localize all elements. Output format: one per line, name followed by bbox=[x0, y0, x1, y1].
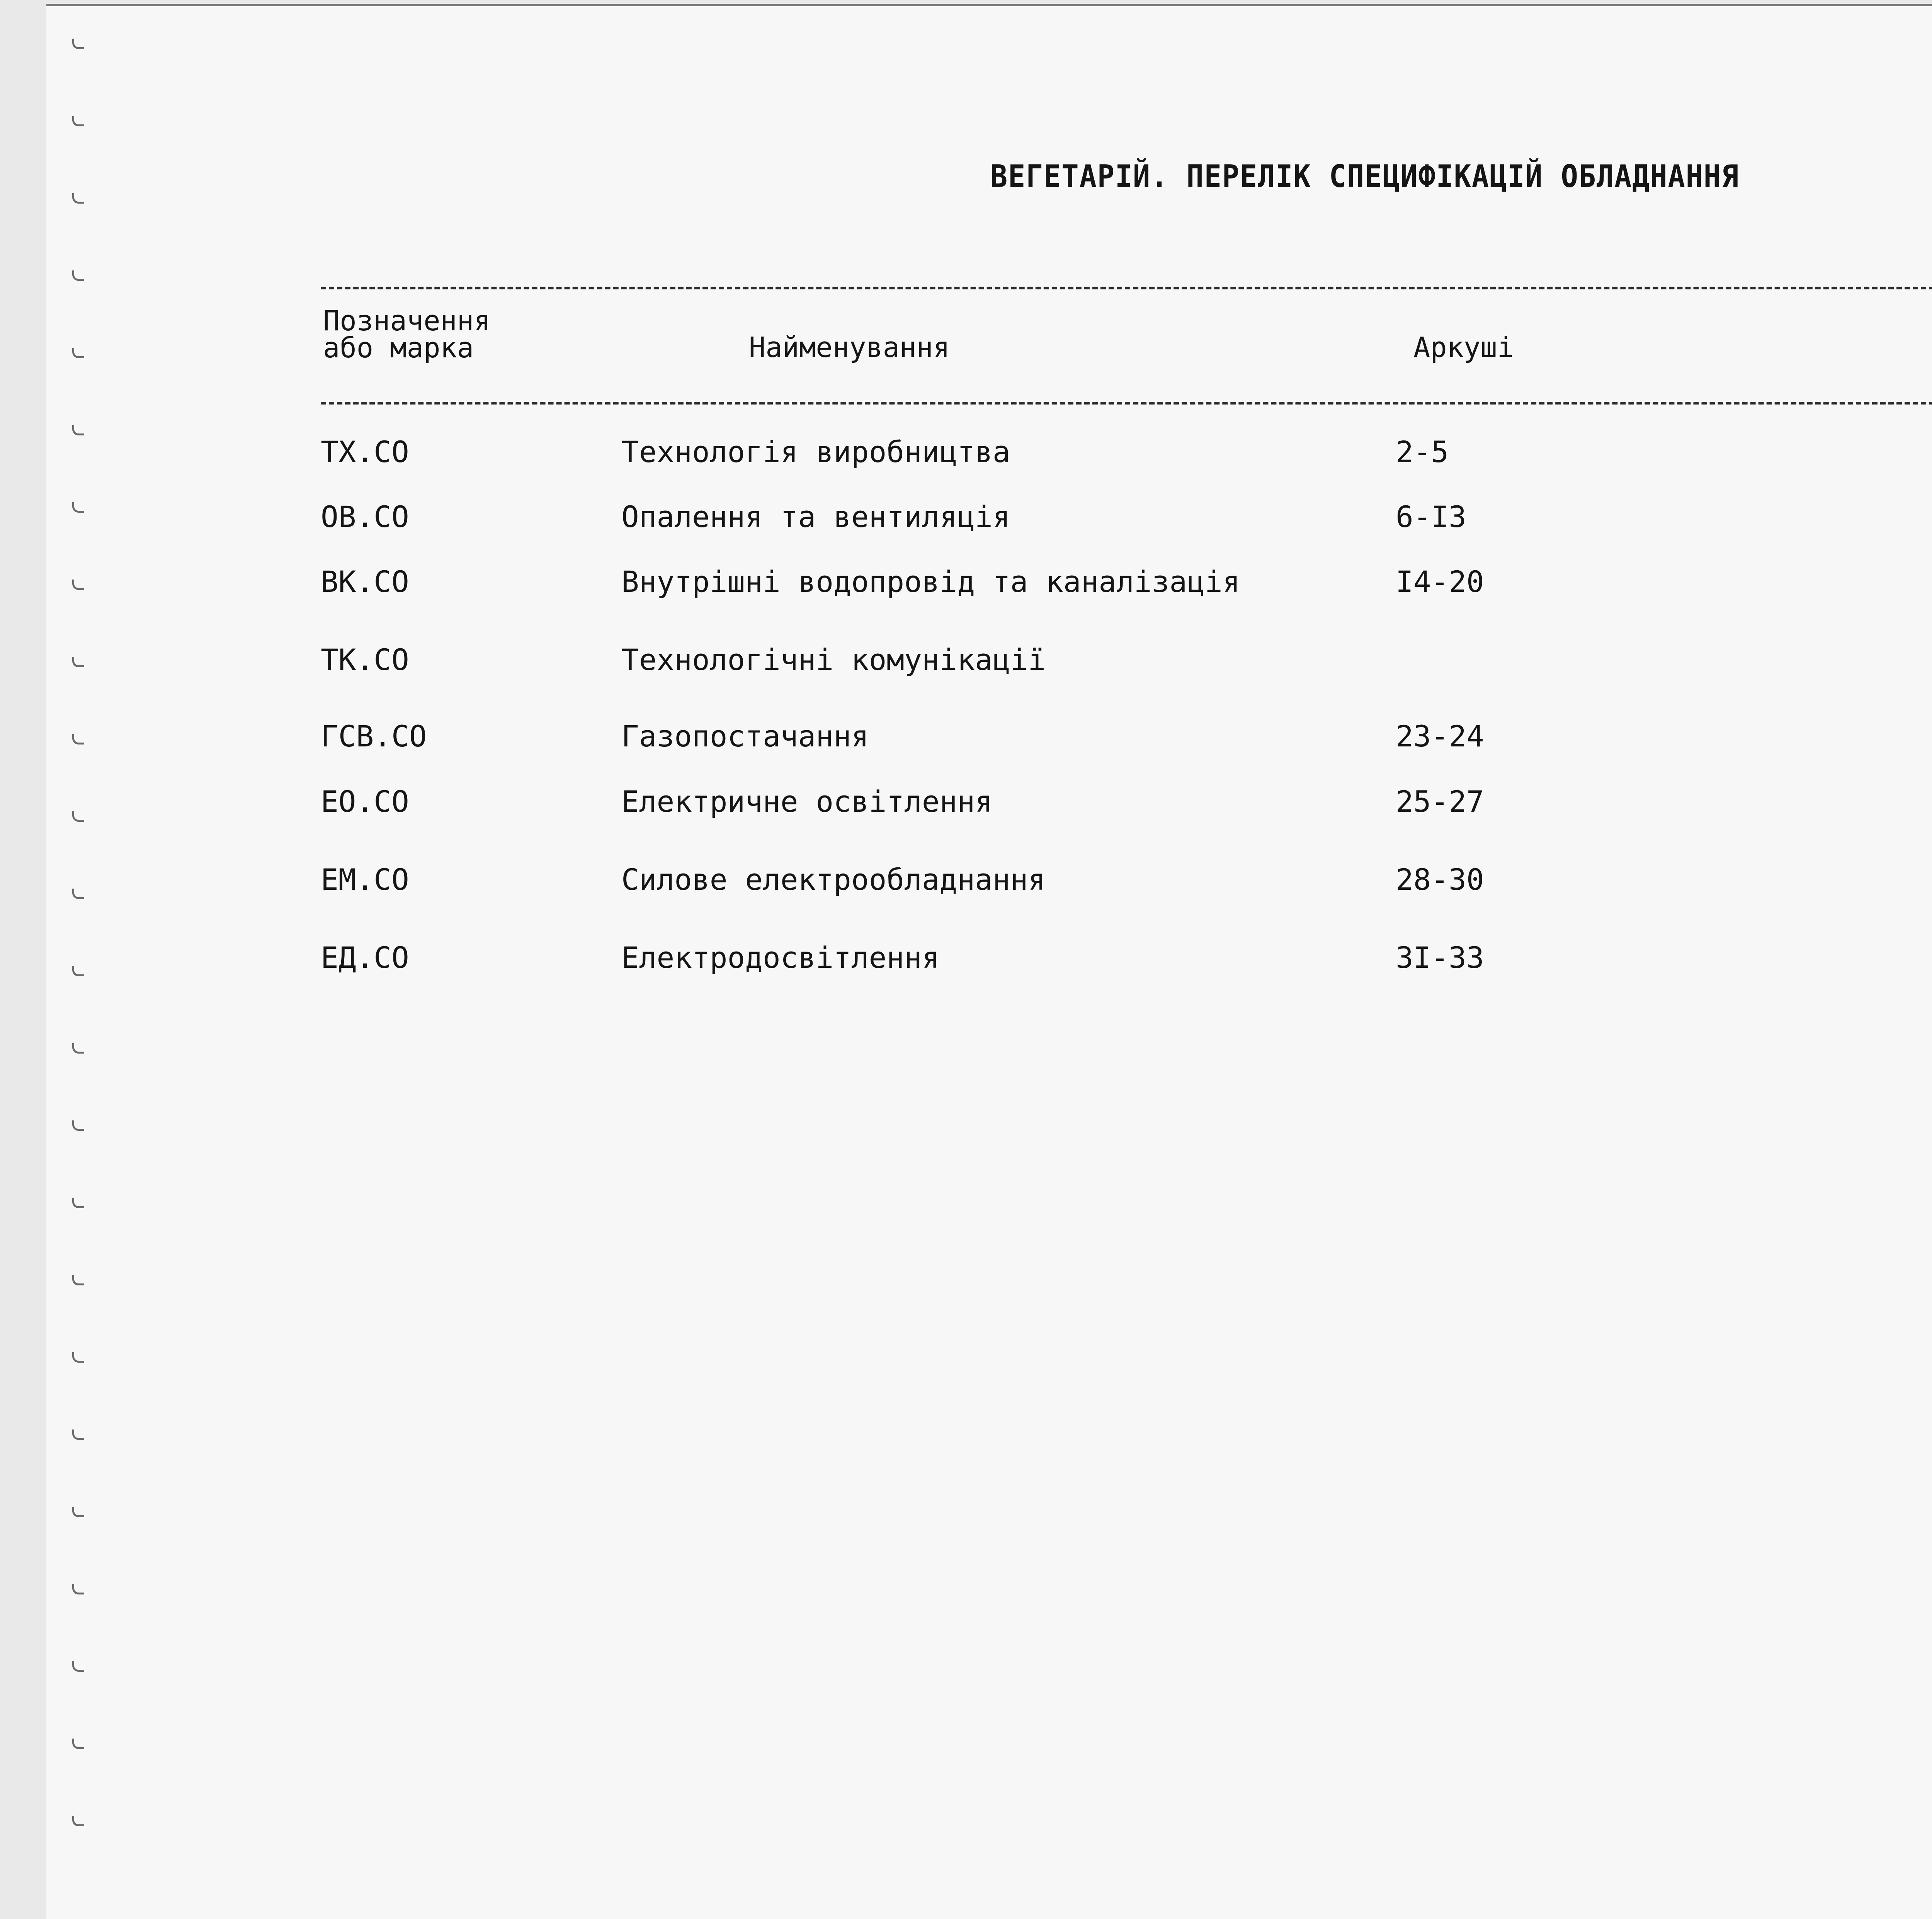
row-name: Внутрішні водопровід та каналізація bbox=[621, 564, 1240, 599]
row-code: ГСВ.СО bbox=[321, 719, 427, 753]
row-code: ЕД.СО bbox=[321, 940, 409, 975]
row-name: Газопостачання bbox=[621, 719, 869, 753]
table-row bbox=[0, 433, 1932, 471]
row-name: Опалення та вентиляція bbox=[621, 500, 1010, 534]
column-header-name: Найменування bbox=[749, 331, 950, 364]
row-sheets: 2-5 bbox=[1396, 435, 1449, 469]
row-name: Електродосвітлення bbox=[621, 940, 940, 975]
table-row bbox=[0, 498, 1932, 536]
column-header-code-line1: Позначення bbox=[323, 304, 491, 337]
column-header-code-line2: або марка bbox=[323, 331, 474, 364]
document-title: ВЕГЕТАРІЙ. ПЕРЕЛІК СПЕЦИФІКАЦІЙ ОБЛАДНАННЯ bbox=[990, 158, 1740, 194]
row-code: ТК.СО bbox=[321, 642, 409, 677]
table-row bbox=[0, 860, 1932, 899]
column-header-sheets: Аркуші bbox=[1413, 331, 1514, 364]
row-code: ЕМ.СО bbox=[321, 862, 409, 897]
table-row bbox=[0, 563, 1932, 601]
row-name: Силове електрообладнання bbox=[621, 862, 1046, 897]
row-sheets: 23-24 bbox=[1396, 719, 1484, 753]
row-code: ТХ.СО bbox=[321, 435, 409, 469]
row-code: ОВ.СО bbox=[321, 500, 409, 534]
row-sheets: 28-30 bbox=[1396, 862, 1484, 897]
row-sheets: 6-I3 bbox=[1396, 500, 1467, 534]
table-row bbox=[0, 717, 1932, 756]
row-name: Технологія виробництва bbox=[621, 435, 1010, 469]
row-code: ВК.СО bbox=[321, 564, 409, 599]
row-name: Електричне освітлення bbox=[621, 784, 993, 819]
table-row bbox=[0, 641, 1932, 679]
row-sheets: 25-27 bbox=[1396, 784, 1484, 819]
table-row bbox=[0, 782, 1932, 821]
table-row bbox=[0, 938, 1932, 977]
row-name: Технологічні комунікації bbox=[621, 642, 1046, 677]
row-sheets: 3I-33 bbox=[1396, 940, 1484, 975]
row-code: ЕО.СО bbox=[321, 784, 409, 819]
row-sheets: I4-20 bbox=[1396, 564, 1484, 599]
